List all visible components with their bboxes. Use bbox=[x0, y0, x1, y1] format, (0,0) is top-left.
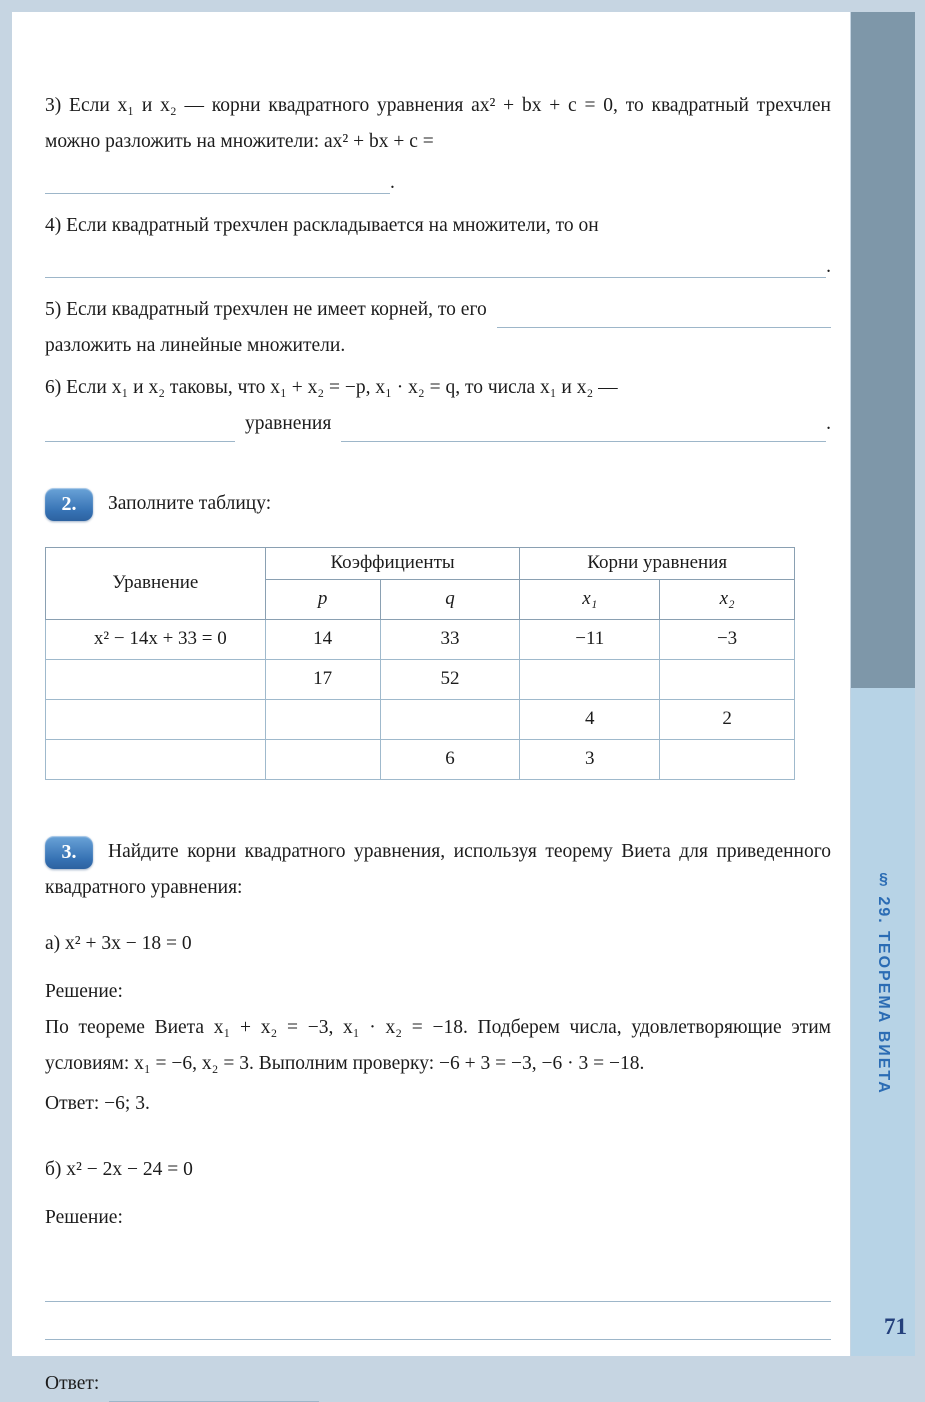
fill-in-blank bbox=[45, 1302, 831, 1340]
table-cell: 17 bbox=[265, 659, 380, 699]
table-cell bbox=[46, 699, 266, 739]
note-item-3: 3) Если x₁ и x₂ — корни квадратного уравнения ax² + bx + c = 0, то квадратный трехчлен можно разложить на множители: ax² + bx + c = bbox=[45, 95, 831, 153]
period: . bbox=[826, 413, 831, 435]
task-2-title: Заполните таблицу: bbox=[108, 493, 272, 515]
table-cell: −3 bbox=[660, 619, 795, 659]
task-3-title: Найдите корни квадратного уравнения, используя теорему Виета для приведенного квадратного уравнения: bbox=[45, 840, 831, 898]
note-item-5-line1 bbox=[45, 292, 831, 328]
col-header-coefficients: Коэффициенты bbox=[265, 547, 520, 579]
col-header-x1: x₁ bbox=[520, 579, 660, 619]
col-header-q: q bbox=[380, 579, 520, 619]
fill-in-blank bbox=[109, 1374, 319, 1402]
note-item-5-suffix: разложить на линейные множители. bbox=[45, 335, 346, 357]
task-3-badge: 3. bbox=[45, 836, 93, 869]
section-vertical-title: § 29. ТЕОРЕМА ВИЕТА bbox=[875, 871, 892, 1095]
note-item-4-blank-row bbox=[45, 244, 831, 278]
col-header-x2: x₂ bbox=[660, 579, 795, 619]
col-header-equation: Уравнение bbox=[46, 547, 266, 619]
table-cell: x² − 14x + 33 = 0 bbox=[46, 619, 266, 659]
task-3a-solution-label: Решение: bbox=[45, 980, 123, 1002]
table-cell: 2 bbox=[660, 699, 795, 739]
fill-in-blank bbox=[45, 1264, 831, 1302]
page-number: 71 bbox=[884, 1314, 907, 1339]
task-2 bbox=[45, 486, 831, 522]
col-header-roots: Корни уравнения bbox=[520, 547, 795, 579]
table-row bbox=[46, 619, 795, 659]
note-item-6-middle: уравнения bbox=[245, 413, 332, 435]
fill-in-blank bbox=[45, 250, 826, 278]
fill-in-blank bbox=[45, 414, 235, 442]
table-cell bbox=[265, 739, 380, 779]
fill-in-blank bbox=[45, 166, 390, 194]
table-cell bbox=[520, 659, 660, 699]
table-row bbox=[46, 699, 795, 739]
table-cell bbox=[660, 659, 795, 699]
sidebar-top-band bbox=[851, 12, 915, 688]
task-3b-equation: б) x² − 2x − 24 = 0 bbox=[45, 1158, 193, 1180]
task-3a-solution-text: По теореме Виета x₁ + x₂ = −3, x₁ · x₂ = −18. Подберем числа, удовлетворяющие этим условиям: x₁ = −6, x₂ = 3. Выполним проверку: −6 + 3 = −3, −6 · 3 = −18. bbox=[45, 1016, 831, 1074]
task-3a-equation: а) x² + 3x − 18 = 0 bbox=[45, 932, 192, 954]
page-content bbox=[45, 88, 831, 1402]
period: . bbox=[826, 256, 831, 278]
table-cell: 52 bbox=[380, 659, 520, 699]
table-cell bbox=[660, 739, 795, 779]
table-cell: −11 bbox=[520, 619, 660, 659]
table-cell: 33 bbox=[380, 619, 520, 659]
note-item-5-prefix: 5) Если квадратный трехчлен не имеет корней, то его bbox=[45, 299, 487, 321]
note-item-6-blank-row bbox=[45, 406, 831, 442]
table-cell bbox=[46, 659, 266, 699]
fill-in-blank bbox=[341, 414, 826, 442]
task-3 bbox=[45, 834, 831, 906]
task-2-badge: 2. bbox=[45, 488, 93, 521]
note-item-3-blank-row bbox=[45, 160, 831, 194]
note-item-4: 4) Если квадратный трехчлен раскладывается на множители, то он bbox=[45, 215, 599, 237]
col-header-p: p bbox=[265, 579, 380, 619]
equation-table bbox=[45, 547, 795, 780]
table-row bbox=[46, 739, 795, 779]
task-3a-answer: Ответ: −6; 3. bbox=[45, 1092, 150, 1114]
table-cell bbox=[380, 699, 520, 739]
table-cell: 6 bbox=[380, 739, 520, 779]
note-item-6: 6) Если x₁ и x₂ таковы, что x₁ + x₂ = −p, x₁ · x₂ = q, то числа x₁ и x₂ — bbox=[45, 377, 618, 399]
fill-in-blank bbox=[497, 300, 831, 328]
table-cell: 14 bbox=[265, 619, 380, 659]
table-cell bbox=[46, 739, 266, 779]
task-3b-answer-row bbox=[45, 1366, 831, 1402]
table-cell: 4 bbox=[520, 699, 660, 739]
period: . bbox=[390, 172, 395, 194]
task-3b-answer-label: Ответ: bbox=[45, 1373, 100, 1395]
table-cell: 3 bbox=[520, 739, 660, 779]
task-3b-solution-label: Решение: bbox=[45, 1207, 123, 1228]
table-cell bbox=[265, 699, 380, 739]
table-row bbox=[46, 659, 795, 699]
